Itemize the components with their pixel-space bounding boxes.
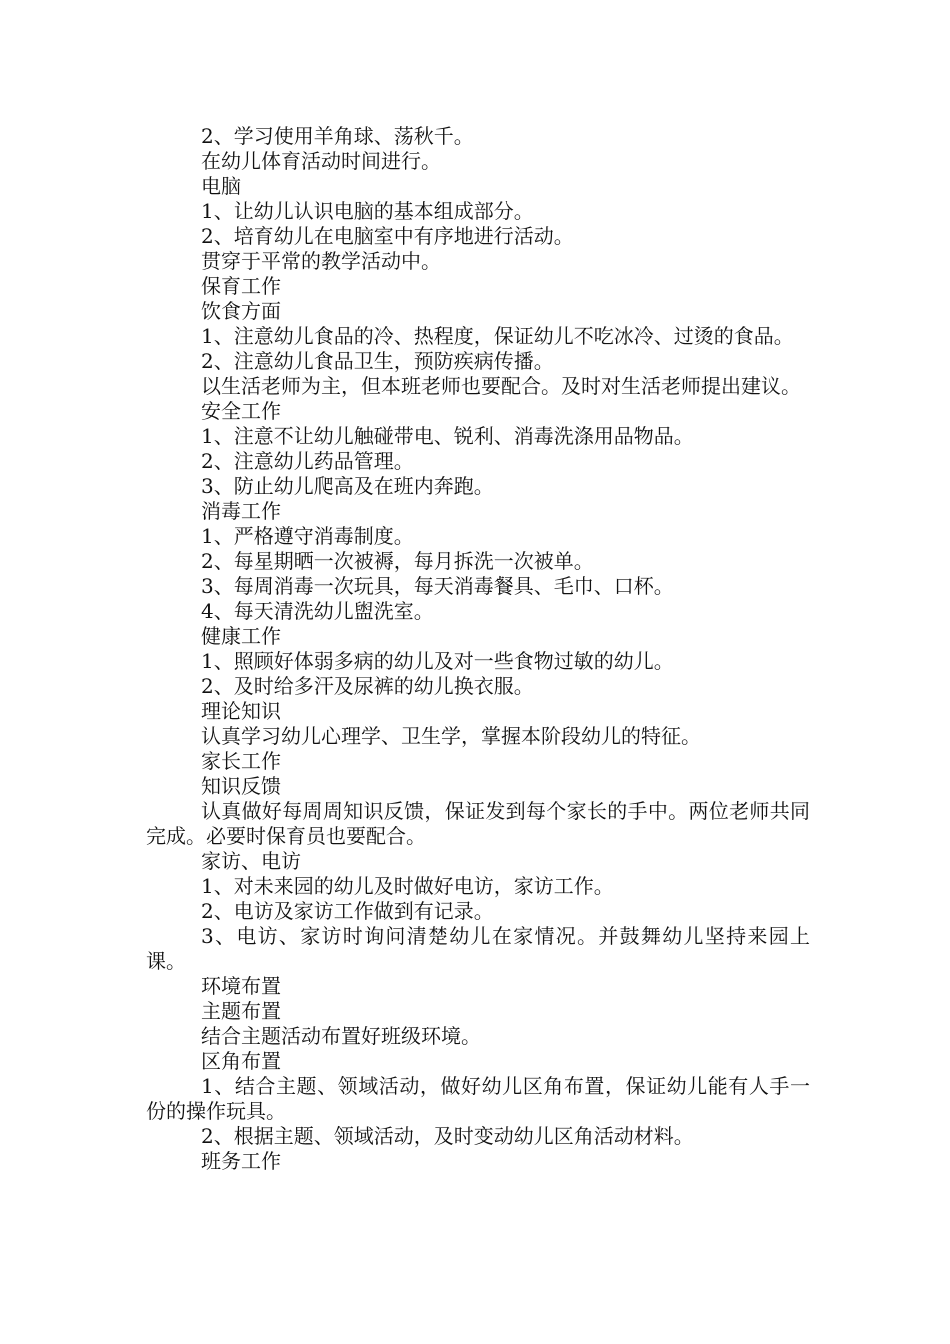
paragraph: 认真学习幼儿心理学、卫生学，掌握本阶段幼儿的特征。 [201, 724, 701, 748]
paragraph: 1、结合主题、领域活动，做好幼儿区角布置，保证幼儿能有人手一份的操作玩具。 [146, 1074, 810, 1123]
paragraph: 2、及时给多汗及尿裤的幼儿换衣服。 [201, 674, 534, 698]
section-heading: 班务工作 [201, 1149, 281, 1173]
paragraph: 1、严格遵守消毒制度。 [201, 524, 414, 548]
paragraph: 2、学习使用羊角球、荡秋千。 [201, 124, 474, 148]
paragraph: 3、防止幼儿爬高及在班内奔跑。 [201, 474, 494, 498]
section-heading: 环境布置 [201, 974, 281, 998]
section-heading: 区角布置 [201, 1049, 281, 1073]
paragraph: 2、电访及家访工作做到有记录。 [201, 899, 494, 923]
paragraph: 贯穿于平常的教学活动中。 [201, 249, 441, 273]
section-heading: 主题布置 [201, 999, 281, 1023]
section-heading: 消毒工作 [201, 499, 281, 523]
paragraph: 结合主题活动布置好班级环境。 [201, 1024, 481, 1048]
paragraph: 1、照顾好体弱多病的幼儿及对一些食物过敏的幼儿。 [201, 649, 674, 673]
paragraph: 1、让幼儿认识电脑的基本组成部分。 [201, 199, 534, 223]
paragraph: 以生活老师为主，但本班老师也要配合。及时对生活老师提出建议。 [201, 374, 801, 398]
paragraph: 1、对未来园的幼儿及时做好电访，家访工作。 [201, 874, 614, 898]
paragraph: 3、电访、家访时询问清楚幼儿在家情况。并鼓舞幼儿坚持来园上课。 [146, 924, 810, 973]
paragraph: 1、注意不让幼儿触碰带电、锐利、消毒洗涤用品物品。 [201, 424, 694, 448]
section-heading: 知识反馈 [201, 774, 281, 798]
section-heading: 饮食方面 [201, 299, 281, 323]
document-body [146, 124, 810, 1174]
section-heading: 家访、电访 [201, 849, 301, 873]
section-heading: 理论知识 [201, 699, 281, 723]
section-heading: 安全工作 [201, 399, 281, 423]
paragraph: 2、根据主题、领域活动，及时变动幼儿区角活动材料。 [201, 1124, 694, 1148]
paragraph: 2、培育幼儿在电脑室中有序地进行活动。 [201, 224, 574, 248]
paragraph: 2、注意幼儿药品管理。 [201, 449, 414, 473]
paragraph: 2、每星期晒一次被褥，每月拆洗一次被单。 [201, 549, 594, 573]
section-heading: 健康工作 [201, 624, 281, 648]
section-heading: 家长工作 [201, 749, 281, 773]
paragraph: 认真做好每周周知识反馈，保证发到每个家长的手中。两位老师共同完成。必要时保育员也要配合。 [146, 799, 810, 848]
section-heading: 电脑 [201, 174, 241, 198]
paragraph: 2、注意幼儿食品卫生，预防疾病传播。 [201, 349, 554, 373]
section-heading: 保育工作 [201, 274, 281, 298]
paragraph: 1、注意幼儿食品的冷、热程度，保证幼儿不吃冰冷、过烫的食品。 [201, 324, 794, 348]
paragraph: 4、每天清洗幼儿盥洗室。 [201, 599, 434, 623]
paragraph: 3、每周消毒一次玩具，每天消毒餐具、毛巾、口杯。 [201, 574, 674, 598]
paragraph: 在幼儿体育活动时间进行。 [201, 149, 441, 173]
